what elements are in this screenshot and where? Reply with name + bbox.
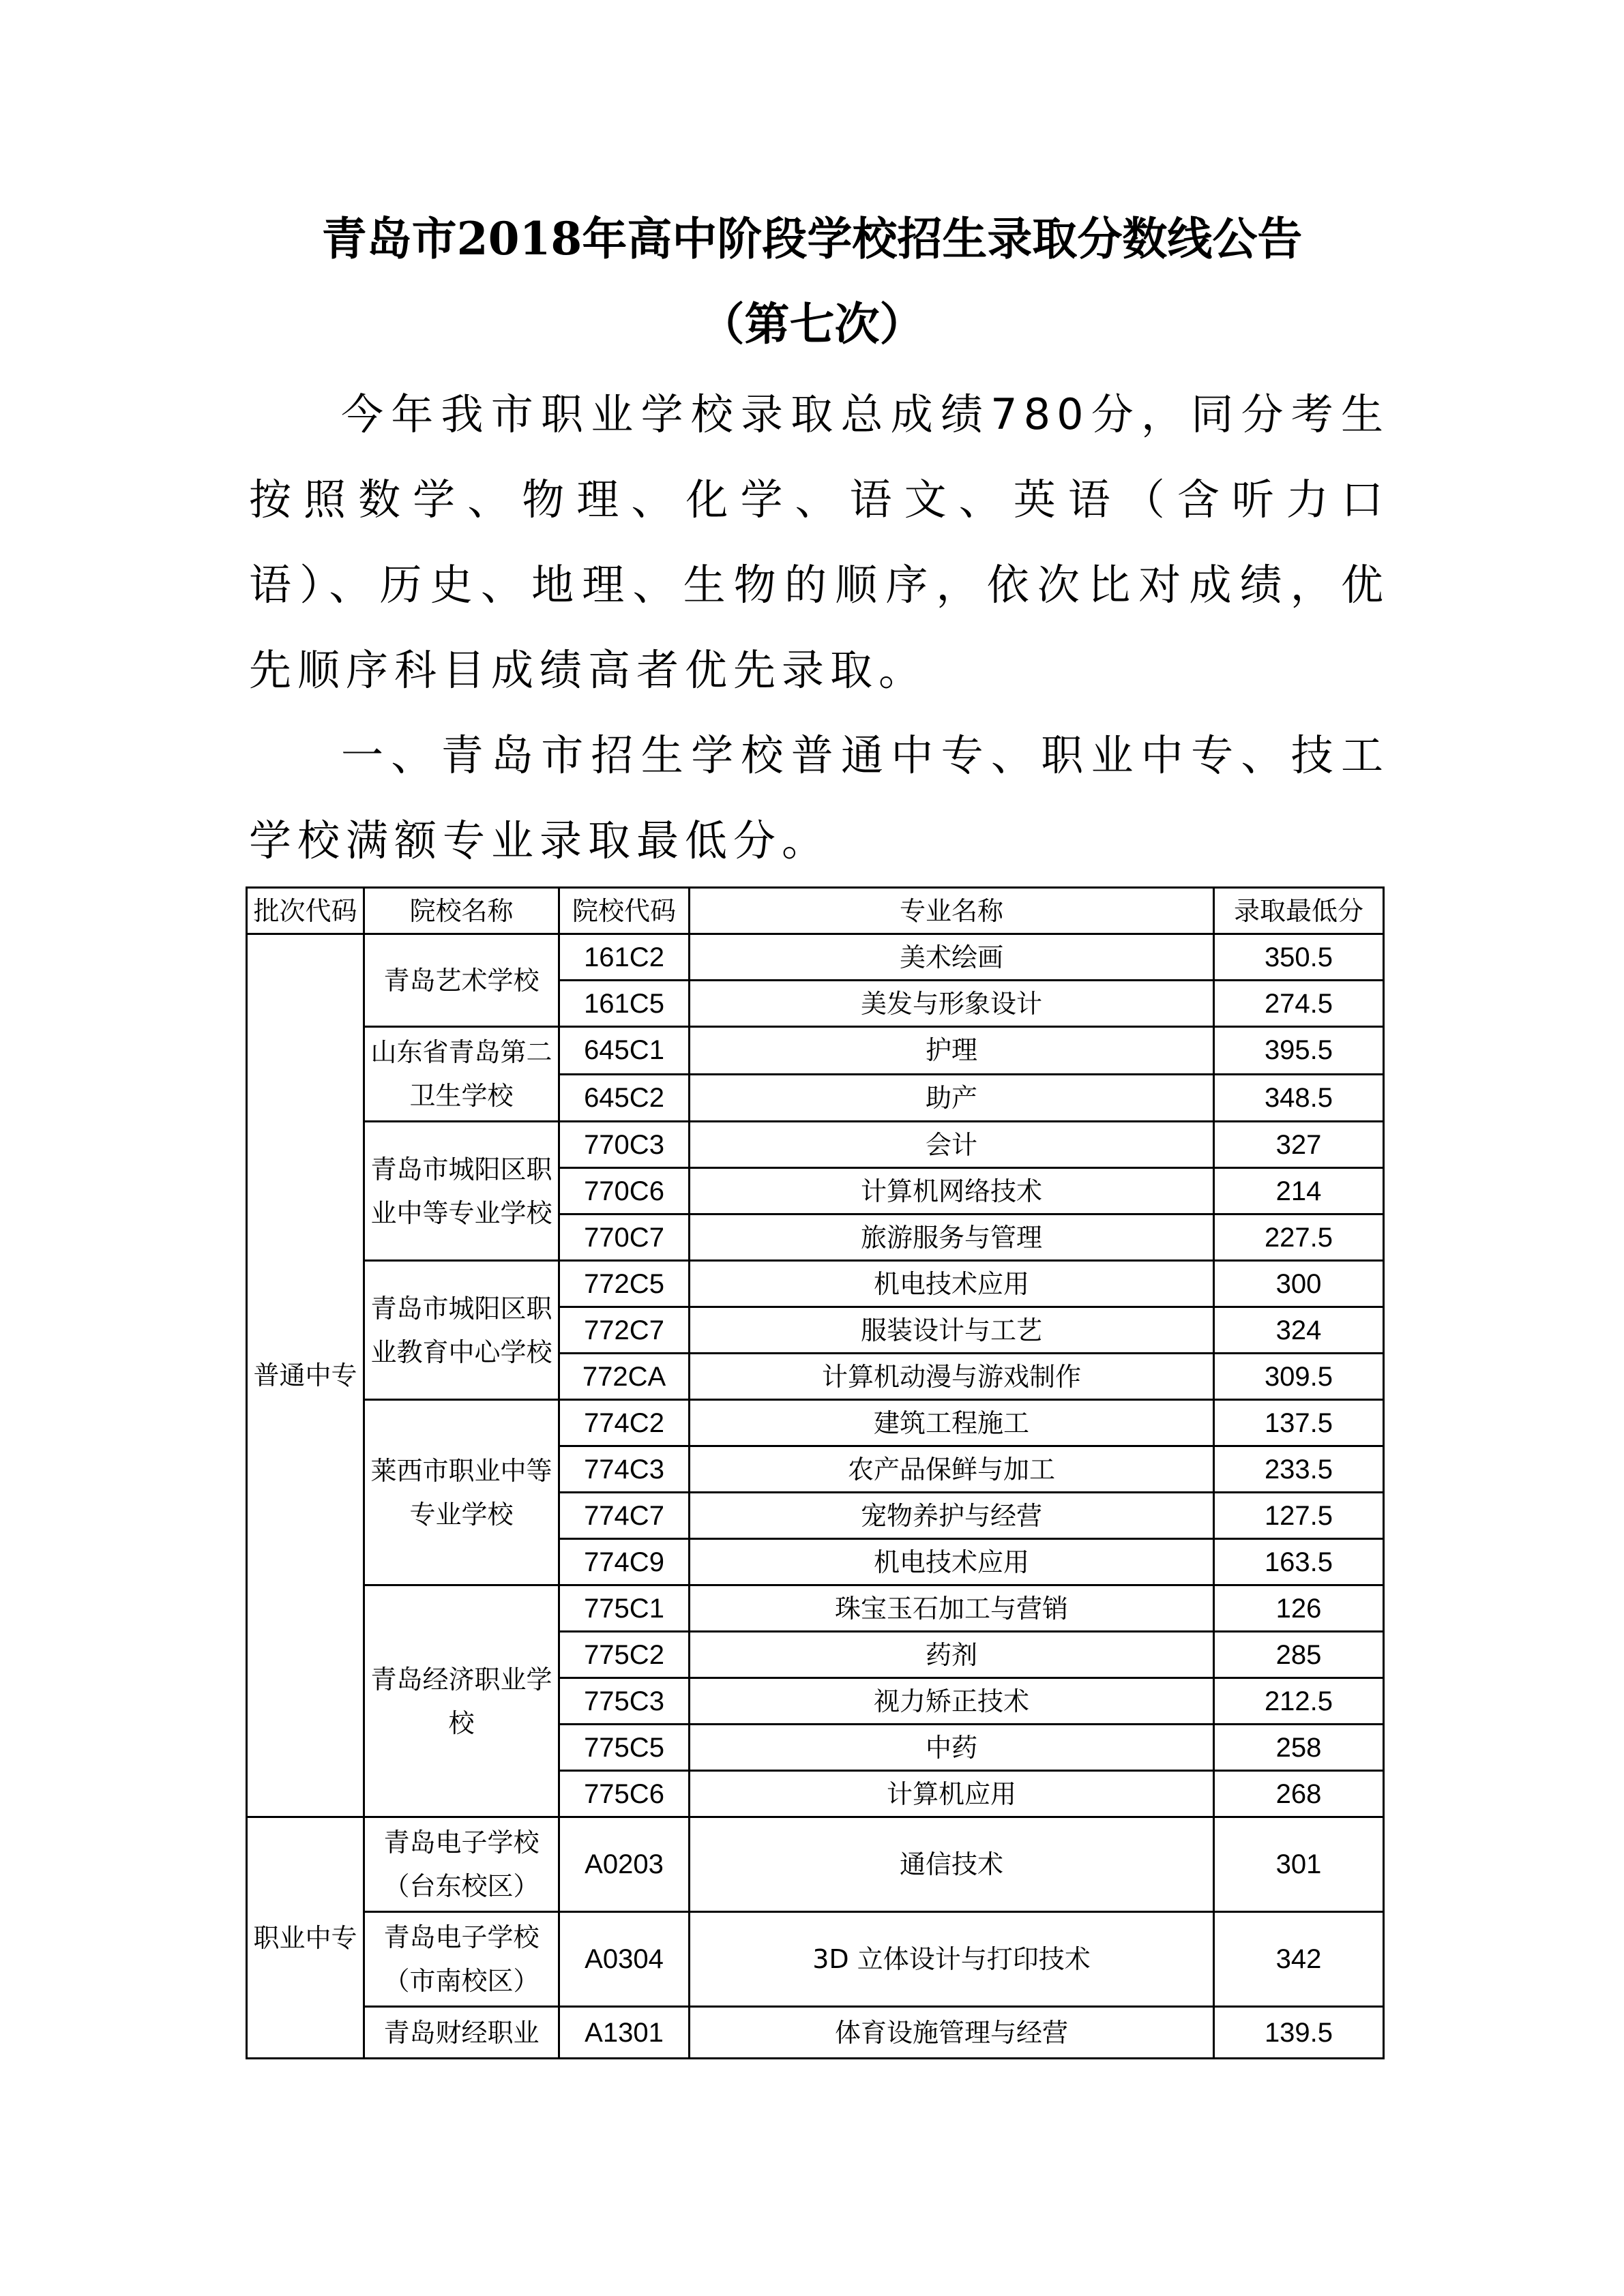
school-name-cell: 青岛财经职业 — [364, 2007, 559, 2059]
document-subtitle: （第七次） — [699, 297, 925, 351]
school-code-cell: 645C1 — [559, 1027, 690, 1075]
school-name-cell: 青岛市城阳区职业教育中心学校 — [364, 1261, 559, 1400]
min-score-cell: 212.5 — [1214, 1678, 1384, 1725]
major-name-cell: 机电技术应用 — [690, 1261, 1214, 1307]
header-school-code: 院校代码 — [559, 888, 690, 934]
school-name-cell: 青岛经济职业学校 — [364, 1585, 559, 1817]
header-major-name: 专业名称 — [690, 888, 1214, 934]
school-code-cell: 772C5 — [559, 1261, 690, 1307]
school-code-cell: 772C7 — [559, 1307, 690, 1354]
school-code-cell: 774C3 — [559, 1446, 690, 1493]
major-name-cell: 体育设施管理与经营 — [690, 2007, 1214, 2059]
major-name-cell: 美发与形象设计 — [690, 981, 1214, 1027]
min-score-cell: 342 — [1214, 1912, 1384, 2007]
major-name-cell: 农产品保鲜与加工 — [690, 1446, 1214, 1493]
school-name-cell: 青岛市城阳区职业中等专业学校 — [364, 1122, 559, 1261]
min-score-cell: 350.5 — [1214, 934, 1384, 981]
min-score-cell: 126 — [1214, 1585, 1384, 1632]
school-code-cell: 774C9 — [559, 1539, 690, 1585]
min-score-cell: 258 — [1214, 1725, 1384, 1771]
table-header-row — [247, 888, 1384, 934]
table-row — [247, 1261, 1384, 1307]
min-score-cell: 274.5 — [1214, 981, 1384, 1027]
table-row — [247, 2007, 1384, 2059]
school-code-cell: 775C1 — [559, 1585, 690, 1632]
school-code-cell: 161C2 — [559, 934, 690, 981]
school-code-cell: 774C2 — [559, 1400, 690, 1446]
school-code-cell: A0203 — [559, 1817, 690, 1912]
min-score-cell: 327 — [1214, 1122, 1384, 1168]
min-score-cell: 395.5 — [1214, 1027, 1384, 1075]
table-row — [247, 1585, 1384, 1632]
batch-cell: 职业中专 — [247, 1817, 364, 2059]
table-row — [247, 1027, 1384, 1075]
major-name-cell: 美术绘画 — [690, 934, 1214, 981]
school-code-cell: A0304 — [559, 1912, 690, 2007]
school-name-cell: 青岛电子学校（市南校区） — [364, 1912, 559, 2007]
header-batch-code: 批次代码 — [247, 888, 364, 934]
table-row — [247, 1400, 1384, 1446]
school-code-cell: 772CA — [559, 1354, 690, 1400]
major-name-cell: 计算机动漫与游戏制作 — [690, 1354, 1214, 1400]
major-name-cell: 计算机应用 — [690, 1771, 1214, 1817]
school-code-cell: 770C7 — [559, 1214, 690, 1261]
school-code-cell: 775C3 — [559, 1678, 690, 1725]
school-code-cell: 775C2 — [559, 1632, 690, 1678]
school-name-cell: 莱西市职业中等专业学校 — [364, 1400, 559, 1585]
school-code-cell: 645C2 — [559, 1074, 690, 1122]
min-score-cell: 268 — [1214, 1771, 1384, 1817]
min-score-cell: 301 — [1214, 1817, 1384, 1912]
min-score-cell: 127.5 — [1214, 1493, 1384, 1539]
batch-cell: 普通中专 — [247, 934, 364, 1817]
major-name-cell: 计算机网络技术 — [690, 1168, 1214, 1214]
major-name-cell: 服装设计与工艺 — [690, 1307, 1214, 1354]
school-name-cell: 青岛艺术学校 — [364, 934, 559, 1027]
table-row — [247, 1817, 1384, 1912]
min-score-cell: 324 — [1214, 1307, 1384, 1354]
intro-paragraph: 今年我市职业学校录取总成绩780分，同分考生按照数学、物理、化学、语文、英语（含听力口语）、历史、地理、生物的顺序，依次比对成绩，优先顺序科目成绩高者优先录取。 — [249, 389, 1389, 695]
major-name-cell: 宠物养护与经营 — [690, 1493, 1214, 1539]
min-score-cell: 348.5 — [1214, 1074, 1384, 1122]
school-code-cell: 770C3 — [559, 1122, 690, 1168]
major-name-cell: 3D 立体设计与打印技术 — [690, 1912, 1214, 2007]
school-code-cell: 774C7 — [559, 1493, 690, 1539]
min-score-cell: 233.5 — [1214, 1446, 1384, 1493]
major-name-cell: 珠宝玉石加工与营销 — [690, 1585, 1214, 1632]
major-name-cell: 机电技术应用 — [690, 1539, 1214, 1585]
header-min-score: 录取最低分 — [1214, 888, 1384, 934]
school-code-cell: A1301 — [559, 2007, 690, 2059]
school-code-cell: 775C6 — [559, 1771, 690, 1817]
table-row — [247, 1912, 1384, 2007]
table-row — [247, 1122, 1384, 1168]
min-score-cell: 139.5 — [1214, 2007, 1384, 2059]
major-name-cell: 通信技术 — [690, 1817, 1214, 1912]
major-name-cell: 药剂 — [690, 1632, 1214, 1678]
min-score-cell: 285 — [1214, 1632, 1384, 1678]
school-name-cell: 青岛电子学校（台东校区） — [364, 1817, 559, 1912]
major-name-cell: 助产 — [690, 1074, 1214, 1122]
major-name-cell: 护理 — [690, 1027, 1214, 1075]
table-row — [247, 934, 1384, 981]
major-name-cell: 旅游服务与管理 — [690, 1214, 1214, 1261]
min-score-cell: 309.5 — [1214, 1354, 1384, 1400]
major-name-cell: 建筑工程施工 — [690, 1400, 1214, 1446]
min-score-cell: 163.5 — [1214, 1539, 1384, 1585]
min-score-cell: 300 — [1214, 1261, 1384, 1307]
min-score-cell: 227.5 — [1214, 1214, 1384, 1261]
major-name-cell: 会计 — [690, 1122, 1214, 1168]
school-code-cell: 161C5 — [559, 981, 690, 1027]
table-body — [247, 934, 1384, 2059]
section-heading: 一、青岛市招生学校普通中专、职业中专、技工学校满额专业录取最低分。 — [249, 730, 1389, 865]
major-name-cell: 视力矫正技术 — [690, 1678, 1214, 1725]
min-score-cell: 137.5 — [1214, 1400, 1384, 1446]
school-name-cell: 山东省青岛第二卫生学校 — [364, 1027, 559, 1122]
school-code-cell: 770C6 — [559, 1168, 690, 1214]
admission-score-table — [246, 886, 1385, 2059]
document-title: 青岛市2018年高中阶段学校招生录取分数线公告 — [321, 212, 1303, 265]
school-code-cell: 775C5 — [559, 1725, 690, 1771]
min-score-cell: 214 — [1214, 1168, 1384, 1214]
header-school-name: 院校名称 — [364, 888, 559, 934]
major-name-cell: 中药 — [690, 1725, 1214, 1771]
